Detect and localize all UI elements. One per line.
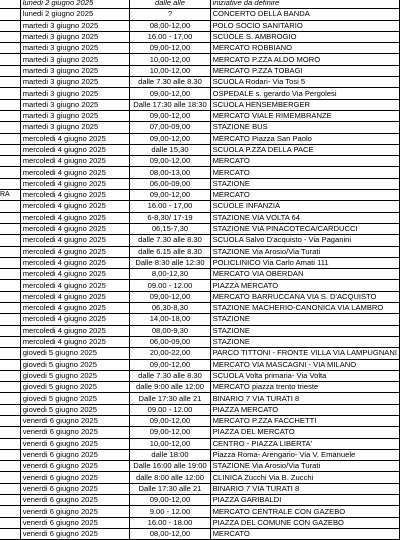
table-row [0,303,400,314]
table-row [0,472,400,483]
side-cell[interactable] [0,382,20,393]
date-cell[interactable]: mercoledi 4 giugno 2025 [20,336,130,347]
place-cell[interactable]: STAZIONE VIA VOLTA 64 [210,212,399,223]
table-row [0,77,400,88]
date-cell[interactable]: martedi 3 giugno 2025 [20,122,130,133]
table-row [0,359,400,370]
time-cell[interactable]: 16.00 - 17,00 [130,201,210,212]
side-cell[interactable] [0,0,20,9]
side-cell[interactable] [0,178,20,189]
date-cell[interactable]: giovedi 5 giugno 2025 [20,348,130,359]
side-cell[interactable] [0,9,20,20]
table-row [0,223,400,234]
side-cell[interactable] [0,291,20,302]
date-cell[interactable]: venerdi 6 giugno 2025 [20,472,130,483]
table-row [0,314,400,325]
place-cell[interactable]: MERCATO [210,528,399,539]
table-row [0,370,400,381]
side-cell[interactable] [0,348,20,359]
time-cell[interactable]: 09.00 - 12.00 [130,404,210,415]
place-cell[interactable]: SCUOLA Salvo D'acquisto - Via Paganini [210,235,399,246]
place-cell[interactable]: STAZIONE VIA PINACOTECA/CARDUCCI [210,223,399,234]
side-cell[interactable] [0,461,20,472]
side-cell[interactable] [0,122,20,133]
table-row [0,99,400,110]
place-cell[interactable]: PIAZZA MERCATO [210,280,399,291]
table-row [0,427,400,438]
side-cell[interactable] [0,336,20,347]
header-time-cell[interactable]: dalle alle [130,0,210,9]
date-cell[interactable]: giovedi 5 giugno 2025 [20,359,130,370]
date-cell[interactable]: lunedi 2 giugno 2025 [20,9,130,20]
date-cell[interactable]: giovedi 5 giugno 2025 [20,370,130,381]
time-cell[interactable]: dalle 7.30 alle 8.30 [130,370,210,381]
side-cell[interactable] [0,370,20,381]
table-row [0,178,400,189]
side-cell[interactable] [0,88,20,99]
date-cell[interactable]: mercoledi 4 giugno 2025 [20,190,130,201]
place-cell[interactable]: POLICLINICO Via Carlo Amati 111 [210,257,399,268]
place-cell[interactable]: PIAZZA DEL MERCATO [210,427,399,438]
table-row [0,404,400,415]
side-cell[interactable] [0,472,20,483]
header-row [0,0,400,9]
place-cell[interactable]: POLO SOCIO SANITARIO [210,20,399,31]
date-cell[interactable]: mercoledi 4 giugno 2025 [20,235,130,246]
side-cell[interactable] [0,223,20,234]
place-cell[interactable]: STAZIONE [210,314,399,325]
place-cell[interactable]: STAZIONE [210,325,399,336]
table-row [0,291,400,302]
date-cell[interactable]: mercoledi 4 giugno 2025 [20,303,130,314]
place-cell[interactable]: STAZIONE [210,178,399,189]
time-cell[interactable]: 06,00-09,00 [130,336,210,347]
date-cell[interactable]: martedi 3 giugno 2025 [20,77,130,88]
time-cell[interactable]: 09,00-12,00 [130,415,210,426]
side-cell[interactable] [0,415,20,426]
time-cell[interactable]: 08,00-12,00 [130,20,210,31]
side-cell[interactable] [0,156,20,167]
table-row [0,88,400,99]
time-cell[interactable]: Dalle 17:30 alle 21 [130,393,210,404]
date-cell[interactable]: mercoledi 4 giugno 2025 [20,325,130,336]
header-initiative-cell[interactable]: iniziative da definire [210,0,399,9]
time-cell[interactable]: 07,00-09,00 [130,122,210,133]
table-row [0,280,400,291]
side-cell[interactable] [0,269,20,280]
side-cell[interactable] [0,506,20,517]
time-cell[interactable]: 08,00-12,00 [130,528,210,539]
side-cell[interactable] [0,43,20,54]
side-cell[interactable] [0,314,20,325]
date-cell[interactable]: mercoledi 4 giugno 2025 [20,269,130,280]
time-cell[interactable]: dalle 7.30 alle 8.30 [130,77,210,88]
time-cell[interactable]: 09,00-12,00 [130,110,210,121]
table-row [0,122,400,133]
time-cell[interactable]: dalle 8:00 alle 12:00 [130,472,210,483]
time-cell[interactable]: ? [130,9,210,20]
place-cell[interactable]: CLINICA Zucchi Via B. Zucchi [210,472,399,483]
time-cell[interactable]: Dalle 16:00 alle 19:00 [130,461,210,472]
table-row [0,246,400,257]
side-cell[interactable] [0,54,20,65]
time-cell[interactable]: 09,00-12,00 [130,359,210,370]
time-cell[interactable]: dalle 15,30 [130,144,210,155]
date-cell[interactable]: mercoledi 4 giugno 2025 [20,246,130,257]
date-cell[interactable]: mercoledi 4 giugno 2025 [20,314,130,325]
place-cell[interactable]: MERCATO P.ZZA ALDO MORO [210,54,399,65]
time-cell[interactable]: 6-8,30/ 17-19 [130,212,210,223]
date-cell[interactable]: martedi 3 giugno 2025 [20,20,130,31]
date-cell[interactable]: mercoledi 4 giugno 2025 [20,291,130,302]
side-cell[interactable] [0,517,20,528]
place-cell[interactable]: SCUOLA P.ZZA DELLA PACE [210,144,399,155]
place-cell[interactable]: SCUOLA Volta primaria- Via Volta [210,370,399,381]
time-cell[interactable]: 10,00-12,00 [130,65,210,76]
date-cell[interactable]: mercoledi 4 giugno 2025 [20,144,130,155]
place-cell[interactable]: Piazza Roma- Arengario- Via V. Emanuele [210,449,399,460]
place-cell[interactable]: CENTRO - PIAZZA LIBERTA' [210,438,399,449]
date-cell[interactable]: venerdi 6 giugno 2025 [20,506,130,517]
date-cell[interactable]: mercoledi 4 giugno 2025 [20,201,130,212]
table-row [0,257,400,268]
date-cell[interactable]: mercoledi 4 giugno 2025 [20,167,130,178]
time-cell[interactable]: dalle 9:00 alle 12:00 [130,382,210,393]
time-cell[interactable]: 16.00 - 18.00 [130,517,210,528]
place-cell[interactable]: SCUOLA Rodari- Via Tosi 5 [210,77,399,88]
table-row [0,517,400,528]
table-row [0,393,400,404]
time-cell[interactable]: 08,00-9,30 [130,325,210,336]
table-row [0,54,400,65]
side-cell[interactable] [0,404,20,415]
time-cell[interactable]: dalle 18:00 [130,449,210,460]
date-cell[interactable]: martedi 3 giugno 2025 [20,99,130,110]
place-cell[interactable]: MERCATO VIA MASCAGNI - VIA MILANO [210,359,399,370]
header-date-cell[interactable]: lunedi 2 giugno 2025 [20,0,130,9]
place-cell[interactable]: BINARIO 7 VIA TURATI 8 [210,393,399,404]
table-row [0,43,400,54]
date-cell[interactable]: martedi 3 giugno 2025 [20,65,130,76]
time-cell[interactable]: 09,00-12,00 [130,190,210,201]
time-cell[interactable]: 09.00 - 12.00 [130,280,210,291]
time-cell[interactable]: 06,00-09,00 [130,178,210,189]
date-cell[interactable]: martedi 3 giugno 2025 [20,31,130,42]
table-row [0,144,400,155]
time-cell[interactable]: 9.00 - 12.00 [130,506,210,517]
table-row [0,348,400,359]
place-cell[interactable]: BINARIO 7 VIA TURATI 8 [210,483,399,494]
side-cell[interactable] [0,325,20,336]
side-cell[interactable] [0,449,20,460]
side-cell[interactable] [0,438,20,449]
time-cell[interactable]: 20,00-22,00 [130,348,210,359]
time-cell[interactable]: 09,00-12,00 [130,88,210,99]
table-row [0,449,400,460]
side-cell[interactable] [0,359,20,370]
time-cell[interactable]: 08,00-13,00 [130,167,210,178]
side-cell[interactable] [0,280,20,291]
date-cell[interactable]: venerdi 6 giugno 2025 [20,528,130,539]
time-cell[interactable]: Dalle 17:30 alle 21 [130,483,210,494]
date-cell[interactable]: venerdi 6 giugno 2025 [20,461,130,472]
time-cell[interactable]: 09,00-12,00 [130,43,210,54]
table-row [0,336,400,347]
table-row [0,31,400,42]
side-cell[interactable] [0,483,20,494]
time-cell[interactable]: 16.00 - 17,00 [130,31,210,42]
date-cell[interactable]: mercoledi 4 giugno 2025 [20,280,130,291]
time-cell[interactable]: 10,00-12,00 [130,438,210,449]
table-row [0,461,400,472]
date-cell[interactable]: venerdi 6 giugno 2025 [20,438,130,449]
place-cell[interactable]: OSPEDALE s. gerardo Via Pergolesi [210,88,399,99]
date-cell[interactable]: martedi 3 giugno 2025 [20,110,130,121]
side-cell[interactable] [0,246,20,257]
date-cell[interactable]: martedi 3 giugno 2025 [20,54,130,65]
place-cell[interactable]: STAZIONE MACHERIO-CANONICA VIA LAMBRO [210,303,399,314]
date-cell[interactable]: venerdi 6 giugno 2025 [20,427,130,438]
place-cell[interactable]: MERCATO Piazza San Paolo [210,133,399,144]
time-cell[interactable]: 06,15-7,30 [130,223,210,234]
table-row [0,65,400,76]
place-cell[interactable]: MERCATO [210,190,399,201]
table-row [0,201,400,212]
time-cell[interactable]: Dalle 8:30 alle 12:30 [130,257,210,268]
side-cell[interactable] [0,393,20,404]
place-cell[interactable]: MERCATO P.ZZA TOBAGI [210,65,399,76]
table-row [0,269,400,280]
side-cell[interactable] [0,31,20,42]
table-row [0,506,400,517]
place-cell[interactable]: STAZIONE BUS [210,122,399,133]
place-cell[interactable]: MERCATO VIA OBERDAN [210,269,399,280]
time-cell[interactable]: 09,00-12,00 [130,156,210,167]
place-cell[interactable]: MERCATO CENTRALE CON GAZEBO [210,506,399,517]
place-cell[interactable]: MERCATO BARRUCCANA VIA S. D'ACQUISTO [210,291,399,302]
time-cell[interactable]: 8,00-12,30 [130,269,210,280]
table-row [0,495,400,506]
date-cell[interactable]: venerdi 6 giugno 2025 [20,449,130,460]
date-cell[interactable]: mercoledi 4 giugno 2025 [20,223,130,234]
time-cell[interactable]: 14,00-18,00 [130,314,210,325]
date-cell[interactable]: venerdi 6 giugno 2025 [20,415,130,426]
table-row [0,235,400,246]
table-row [0,528,400,539]
date-cell[interactable]: giovedi 5 giugno 2025 [20,393,130,404]
date-cell[interactable]: martedi 3 giugno 2025 [20,43,130,54]
time-cell[interactable]: 10,00-12,00 [130,54,210,65]
table-row [0,438,400,449]
time-cell[interactable]: 09,00-12,00 [130,133,210,144]
time-cell[interactable]: 09,00-12,00 [130,495,210,506]
side-cell[interactable] [0,257,20,268]
side-cell[interactable] [0,235,20,246]
place-cell[interactable]: STAZIONE Via Arosio/Via Turati [210,461,399,472]
date-cell[interactable]: venerdi 6 giugno 2025 [20,495,130,506]
table-row [0,167,400,178]
side-cell[interactable] [0,303,20,314]
place-cell[interactable]: MERCATO piazza trento trieste [210,382,399,393]
table-row [0,156,400,167]
date-cell[interactable]: giovedi 5 giugno 2025 [20,382,130,393]
side-cell[interactable] [0,201,20,212]
place-cell[interactable]: MERCATO VIALE RIMEMBRANZE [210,110,399,121]
time-cell[interactable]: dalle 7.30 alle 8.30 [130,235,210,246]
time-cell[interactable]: 09,00-12,00 [130,427,210,438]
date-cell[interactable]: venerdi 6 giugno 2025 [20,483,130,494]
side-cell[interactable] [0,65,20,76]
side-cell[interactable] [0,212,20,223]
side-cell[interactable] [0,77,20,88]
side-cell[interactable] [0,528,20,539]
side-cell[interactable] [0,144,20,155]
date-cell[interactable]: venerdi 6 giugno 2025 [20,517,130,528]
place-cell[interactable]: SCUOLA HENSEMBERGER [210,99,399,110]
place-cell[interactable]: STAZIONE [210,336,399,347]
date-cell[interactable]: mercoledi 4 giugno 2025 [20,133,130,144]
time-cell[interactable]: 09,00-12,00 [130,291,210,302]
side-cell[interactable] [0,20,20,31]
place-cell[interactable]: PIAZZA DEL COMUNE CON GAZEBO [210,517,399,528]
place-cell[interactable]: MERCATO [210,167,399,178]
side-cell[interactable] [0,133,20,144]
table-row [0,110,400,121]
date-cell[interactable]: mercoledi 4 giugno 2025 [20,212,130,223]
date-cell[interactable]: martedi 3 giugno 2025 [20,88,130,99]
place-cell[interactable]: CONCERTO DELLA BANDA [210,9,399,20]
time-cell[interactable]: 06,30-8,30 [130,303,210,314]
place-cell[interactable]: MERCATO ROBBIANO [210,43,399,54]
time-cell[interactable]: Dalle 17:30 alle 18:30 [130,99,210,110]
side-cell[interactable] [0,495,20,506]
table-row [0,20,400,31]
table-row [0,483,400,494]
place-cell[interactable]: SCUOLE S. AMBROGIO [210,31,399,42]
date-cell[interactable]: mercoledi 4 giugno 2025 [20,257,130,268]
place-cell[interactable]: MERCATO [210,156,399,167]
side-cell[interactable] [0,167,20,178]
date-cell[interactable]: giovedi 5 giugno 2025 [20,404,130,415]
side-cell[interactable] [0,427,20,438]
table-row [0,325,400,336]
date-cell[interactable]: mercoledi 4 giugno 2025 [20,178,130,189]
place-cell[interactable]: PIAZZA GARIBALDI [210,495,399,506]
table-row [0,9,400,20]
place-cell[interactable]: PARCO TITTONI - FRONTE VILLA VIA LAMPUGNANI [210,348,399,359]
place-cell[interactable]: PIAZZA MERCATO [210,404,399,415]
table-row [0,382,400,393]
table-row [0,212,400,223]
table-row [0,190,400,201]
time-cell[interactable]: dalle 6.15 alle 8.30 [130,246,210,257]
date-cell[interactable]: mercoledi 4 giugno 2025 [20,156,130,167]
side-cell[interactable] [0,110,20,121]
table-row [0,133,400,144]
side-cell[interactable]: RA [0,190,20,201]
place-cell[interactable]: SCUOLE INFANZIA [210,201,399,212]
table-row [0,415,400,426]
side-cell[interactable] [0,99,20,110]
place-cell[interactable]: STAZIONE Via Arosio/Via Turati [210,246,399,257]
place-cell[interactable]: MERCATO P.ZZA FACCHETTI [210,415,399,426]
